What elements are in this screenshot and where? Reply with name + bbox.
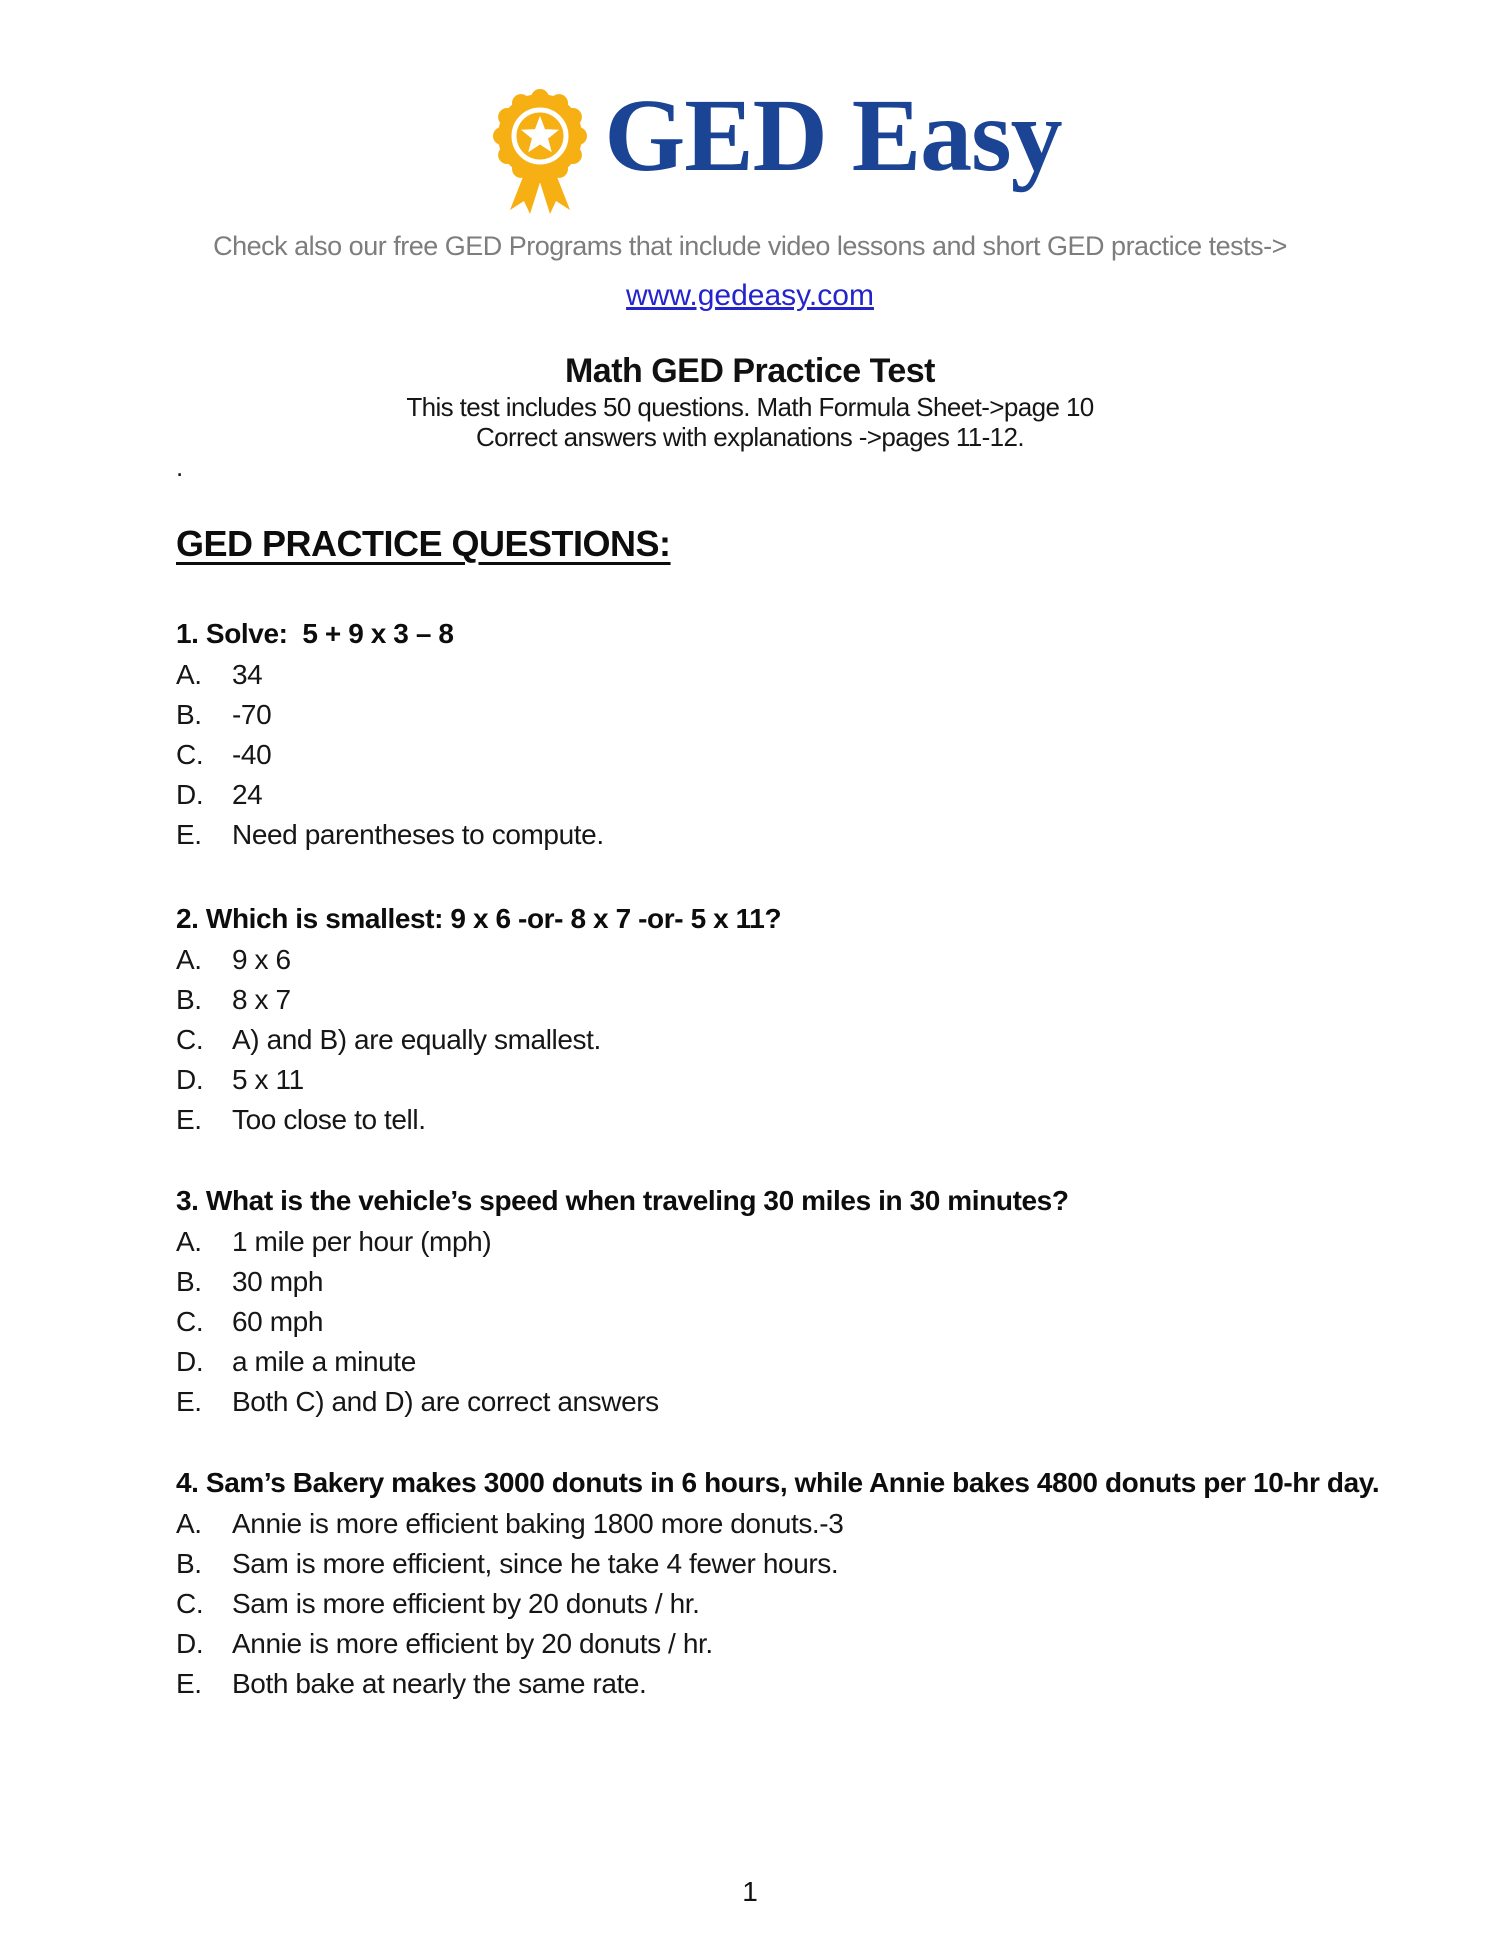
option-letter: E. xyxy=(176,1668,202,1699)
question-1-option-b xyxy=(176,698,1436,738)
question-3-option-c xyxy=(176,1305,1436,1345)
option-letter: B. xyxy=(176,1266,202,1297)
option-text: -70 xyxy=(232,699,272,730)
question-1-option-a xyxy=(176,658,1436,698)
option-letter: D. xyxy=(176,1064,204,1095)
section-heading: GED PRACTICE QUESTIONS: xyxy=(176,523,671,564)
option-letter: A. xyxy=(176,659,202,690)
stray-period: . xyxy=(176,452,184,482)
option-text: Both C) and D) are correct answers xyxy=(232,1386,659,1417)
option-letter: E. xyxy=(176,1104,202,1135)
option-text: 1 mile per hour (mph) xyxy=(232,1226,492,1257)
question-2-option-a xyxy=(176,943,1436,983)
option-letter: A. xyxy=(176,944,202,975)
question-3-option-a xyxy=(176,1225,1436,1265)
question-4-option-e xyxy=(176,1667,1436,1707)
question-1 xyxy=(176,616,1436,858)
option-text: 9 x 6 xyxy=(232,944,291,975)
question-2-option-c xyxy=(176,1023,1436,1063)
question-3 xyxy=(176,1183,1436,1425)
option-text: Both bake at nearly the same rate. xyxy=(232,1668,647,1699)
option-letter: B. xyxy=(176,699,202,730)
ged-easy-logo xyxy=(26,78,1500,216)
option-letter: C. xyxy=(176,1306,204,1337)
option-text: Annie is more efficient by 20 donuts / hr. xyxy=(232,1628,713,1659)
option-text: 60 mph xyxy=(232,1306,323,1337)
question-4-prompt: 4. Sam’s Bakery makes 3000 donuts in 6 hours, while Annie bakes 4800 donuts per 10-hr day. xyxy=(176,1467,1380,1498)
question-3-option-e xyxy=(176,1385,1436,1425)
option-letter: D. xyxy=(176,779,204,810)
question-4-option-a xyxy=(176,1507,1436,1547)
question-4-option-d xyxy=(176,1627,1436,1667)
page-title: Math GED Practice Test xyxy=(564,352,936,390)
option-text: a mile a minute xyxy=(232,1346,416,1377)
question-4-option-b xyxy=(176,1547,1436,1587)
question-2-option-d xyxy=(176,1063,1436,1103)
option-text: Sam is more efficient, since he take 4 fewer hours. xyxy=(232,1548,839,1579)
question-3-prompt: 3. What is the vehicle’s speed when traveling 30 miles in 30 minutes? xyxy=(176,1185,1069,1216)
option-letter: C. xyxy=(176,1588,204,1619)
option-text: A) and B) are equally smallest. xyxy=(232,1024,601,1055)
website-link-row xyxy=(0,279,1500,313)
website-link[interactable]: www.gedeasy.com xyxy=(626,279,874,312)
option-text: -40 xyxy=(232,739,272,770)
option-text: Annie is more efficient baking 1800 more donuts.-3 xyxy=(232,1508,844,1539)
tagline-text: Check also our free GED Programs that include video lessons and short GED practice tests-> xyxy=(213,231,1287,261)
option-letter: A. xyxy=(176,1508,202,1539)
option-letter: E. xyxy=(176,819,202,850)
question-1-option-d xyxy=(176,778,1436,818)
option-letter: E. xyxy=(176,1386,202,1417)
question-3-option-b xyxy=(176,1265,1436,1305)
question-2-option-b xyxy=(176,983,1436,1023)
question-3-option-d xyxy=(176,1345,1436,1385)
option-letter: A. xyxy=(176,1226,202,1257)
option-letter: D. xyxy=(176,1628,204,1659)
question-1-option-c xyxy=(176,738,1436,778)
option-letter: D. xyxy=(176,1346,204,1377)
option-text: 34 xyxy=(232,659,263,690)
page-number: 1 xyxy=(742,1876,758,1907)
option-text: 24 xyxy=(232,779,263,810)
option-text: Too close to tell. xyxy=(232,1104,426,1135)
option-letter: B. xyxy=(176,1548,202,1579)
question-4 xyxy=(176,1465,1436,1707)
medal-star-badge-icon xyxy=(490,84,590,216)
question-2 xyxy=(176,901,1436,1143)
option-letter: C. xyxy=(176,739,204,770)
question-2-prompt: 2. Which is smallest: 9 x 6 -or- 8 x 7 -or- 5 x 11? xyxy=(176,903,782,934)
question-1-option-e xyxy=(176,818,1436,858)
option-text: 8 x 7 xyxy=(232,984,291,1015)
option-letter: C. xyxy=(176,1024,204,1055)
question-1-prompt: 1. Solve: 5 + 9 x 3 – 8 xyxy=(176,618,454,649)
question-4-option-c xyxy=(176,1587,1436,1627)
subtitle-line-1: This test includes 50 questions. Math Formula Sheet->page 10 xyxy=(406,392,1094,422)
option-letter: B. xyxy=(176,984,202,1015)
subtitle-line-2: Correct answers with explanations ->pages 11-12. xyxy=(475,422,1025,452)
option-text: Sam is more efficient by 20 donuts / hr. xyxy=(232,1588,700,1619)
option-text: 30 mph xyxy=(232,1266,323,1297)
option-text: Need parentheses to compute. xyxy=(232,819,604,850)
option-text: 5 x 11 xyxy=(232,1064,304,1095)
logo-text: GED Easy xyxy=(604,78,1062,193)
question-2-option-e xyxy=(176,1103,1436,1143)
